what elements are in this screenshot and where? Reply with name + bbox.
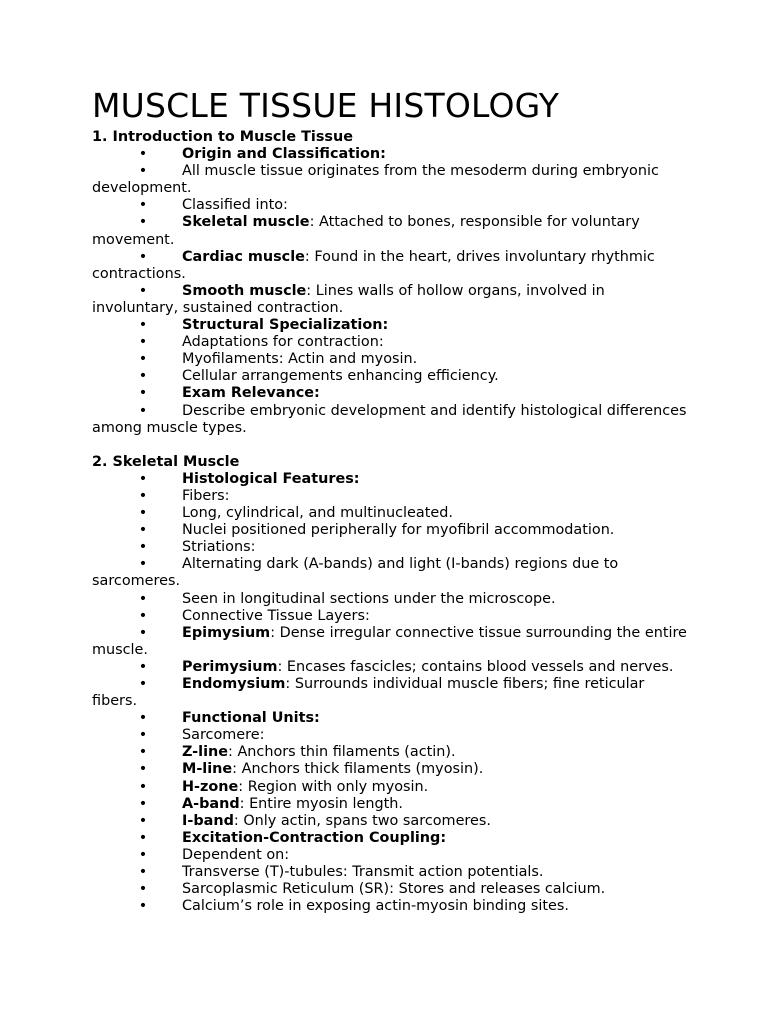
bullet-icon: • [138,402,148,419]
bold-term: Excitation-Contraction Coupling: [182,829,447,846]
bullet-icon: • [138,710,148,727]
item-text: : Anchors thick filaments (myosin). [232,761,484,778]
bullet-icon: • [138,146,148,163]
bullet-item [92,163,692,197]
bullet-item [92,146,692,163]
bullet-item [92,368,692,385]
bullet-icon: • [138,881,148,898]
bullet-item [92,317,692,334]
item-text: Classified into: [182,197,288,214]
bold-term: Structural Specialization: [182,317,389,334]
bullet-icon: • [138,778,148,795]
bullet-icon: • [138,505,148,522]
item-text: : Dense irregular connective tissue surrounding the entire muscle. [92,624,687,658]
bullet-item [92,608,692,625]
bullet-item [92,471,692,488]
item-text: Fibers: [182,487,230,504]
item-text: : Region with only myosin. [238,778,429,795]
item-text: Long, cylindrical, and multinucleated. [182,505,453,522]
bullet-item [92,522,692,539]
bullet-item [92,710,692,727]
bold-term: Origin and Classification: [182,146,386,163]
bullet-item [92,727,692,744]
item-text: Adaptations for contraction: [182,334,384,351]
item-text: Alternating dark (A-bands) and light (I-bands) regions due to sarcomeres. [92,556,619,590]
bullet-icon: • [138,829,148,846]
item-text: : Entire myosin length. [239,795,403,812]
bullet-icon: • [138,624,148,641]
item-text: Sarcomere: [182,727,265,744]
bold-term: Functional Units: [182,710,320,727]
bullet-item [92,830,692,847]
section-heading: 2. Skeletal Muscle [92,453,240,470]
bullet-icon: • [138,761,148,778]
bold-term: Skeletal muscle [182,214,310,231]
item-text: : Encases fascicles; contains blood vessels and nerves. [277,658,674,675]
section-spacer [92,437,692,454]
bullet-item [92,779,692,796]
bold-term: A-band [182,795,240,812]
bullet-item [92,488,692,505]
bullet-icon: • [138,812,148,829]
bullet-icon: • [138,368,148,385]
bullet-item [92,283,692,317]
bullet-icon: • [138,795,148,812]
bullet-icon: • [138,556,148,573]
bullet-item [92,385,692,402]
bullet-icon: • [138,317,148,334]
bullet-icon: • [138,522,148,539]
bullet-item [92,676,692,710]
bullet-icon: • [138,351,148,368]
bullet-icon: • [138,470,148,487]
bullet-item [92,813,692,830]
bullet-item [92,881,692,898]
bullet-item [92,351,692,368]
item-text: Describe embryonic development and identify histological differences among muscle types. [92,402,687,436]
bullet-icon: • [138,607,148,624]
bold-term: Cardiac muscle [182,248,305,265]
bullet-icon: • [138,744,148,761]
bold-term: H-zone [182,778,239,795]
bullet-item [92,761,692,778]
bold-term: Histological Features: [182,470,360,487]
bold-term: Endomysium [182,676,286,692]
item-text: : Surrounds individual muscle fibers; fine reticular fibers. [92,676,645,710]
bullet-item [92,334,692,351]
bullet-icon: • [138,590,148,607]
bullet-icon: • [138,214,148,231]
bullet-icon: • [138,334,148,351]
bullet-item [92,539,692,556]
bullet-icon: • [138,676,148,692]
bullet-icon: • [138,248,148,265]
bullet-icon: • [138,197,148,214]
bullet-item [92,197,692,214]
bullet-icon: • [138,846,148,863]
bold-term: Z-line [182,744,229,761]
document-body [92,129,692,915]
item-text: Calcium’s role in exposing actin-myosin binding sites. [182,898,569,915]
section-heading: 1. Introduction to Muscle Tissue [92,129,354,145]
item-text: Sarcoplasmic Reticulum (SR): Stores and releases calcium. [182,881,606,898]
item-text: Seen in longitudinal sections under the microscope. [182,590,556,607]
item-text: : Found in the heart, drives involuntary rhythmic contractions. [92,248,655,282]
item-text: : Lines walls of hollow organs, involved in involuntary, sustained contraction. [92,282,605,316]
bullet-icon: • [138,163,148,180]
bullet-item [92,796,692,813]
bullet-item [92,505,692,522]
bullet-icon: • [138,658,148,675]
bullet-icon: • [138,487,148,504]
item-text: Nuclei positioned peripherally for myofibril accommodation. [182,522,615,539]
bullet-icon: • [138,282,148,299]
bullet-item [92,625,692,659]
bullet-icon: • [138,385,148,402]
bullet-item [92,847,692,864]
item-text: Transverse (T)-tubules: Transmit action potentials. [182,864,544,881]
bullet-icon: • [138,727,148,744]
bold-term: Perimysium [182,658,278,675]
bold-term: M-line [182,761,233,778]
bullet-item [92,744,692,761]
document-title: MUSCLE TISSUE HISTOLOGY [92,86,560,125]
bullet-item [92,249,692,283]
bold-term: Smooth muscle [182,282,307,299]
item-text: : Anchors thin filaments (actin). [228,744,456,761]
bold-term: Exam Relevance: [182,385,320,402]
bullet-icon: • [138,539,148,556]
bullet-item [92,659,692,676]
item-text: Dependent on: [182,846,290,863]
item-text: : Attached to bones, responsible for voluntary movement. [92,214,640,248]
item-text: All muscle tissue originates from the mesoderm during embryonic development. [92,163,659,197]
bullet-item [92,403,692,437]
bold-term: Epimysium [182,624,271,641]
bullet-item [92,591,692,608]
item-text: Striations: [182,539,256,556]
item-text: : Only actin, spans two sarcomeres. [233,812,491,829]
item-text: Connective Tissue Layers: [182,607,370,624]
bullet-icon: • [138,898,148,915]
bullet-item [92,898,692,915]
item-text: Cellular arrangements enhancing efficiency. [182,368,499,385]
bold-term: I-band [182,812,234,829]
bullet-icon: • [138,864,148,881]
item-text: Myofilaments: Actin and myosin. [182,351,418,368]
bullet-item [92,556,692,590]
bullet-item [92,214,692,248]
bullet-item [92,864,692,881]
